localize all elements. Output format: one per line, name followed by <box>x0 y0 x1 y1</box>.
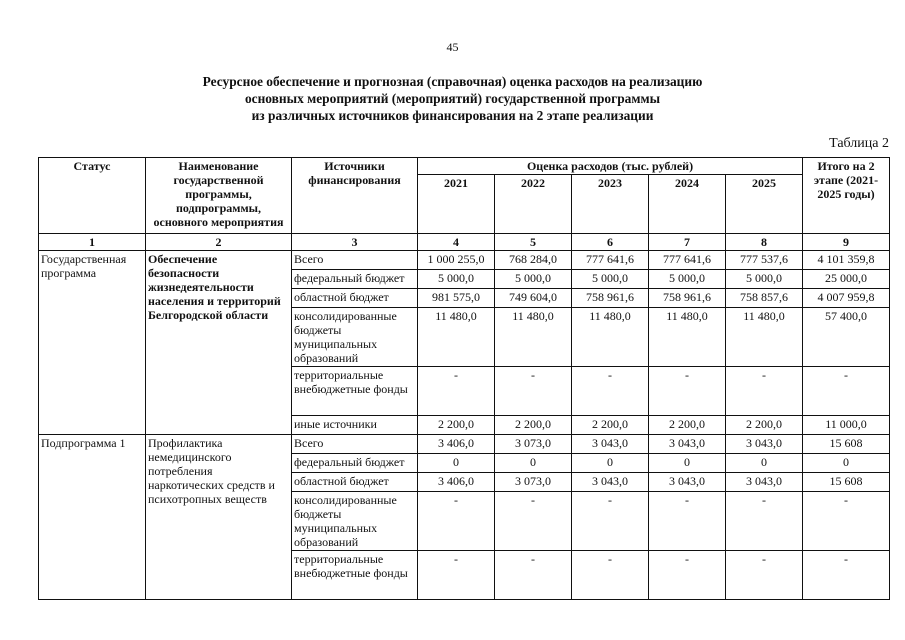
cell-value: - <box>572 367 649 416</box>
cell-value: - <box>418 367 495 416</box>
cell-value: - <box>726 551 803 600</box>
column-number: 3 <box>292 234 418 251</box>
cell-value: 5 000,0 <box>495 270 572 289</box>
row-source: областной бюджет <box>292 289 418 308</box>
header-year: 2024 <box>649 175 726 234</box>
cell-value: - <box>649 367 726 416</box>
cell-value: 758 857,6 <box>726 289 803 308</box>
cell-total: 15 608 <box>803 473 890 492</box>
cell-total: 0 <box>803 454 890 473</box>
column-number: 2 <box>146 234 292 251</box>
cell-value: 2 200,0 <box>726 416 803 435</box>
cell-value: 5 000,0 <box>726 270 803 289</box>
title-line-1: Ресурсное обеспечение и прогнозная (справочная) оценка расходов на реализацию <box>202 74 703 89</box>
cell-total: 15 608 <box>803 435 890 454</box>
row-source: федеральный бюджет <box>292 454 418 473</box>
cell-value: - <box>495 492 572 551</box>
cell-value: - <box>726 492 803 551</box>
row-source: Всего <box>292 435 418 454</box>
cell-value: 3 073,0 <box>495 435 572 454</box>
cell-value: - <box>649 551 726 600</box>
title-line-3: из различных источников финансирования на 2 этапе реализации <box>251 108 654 123</box>
cell-value: 0 <box>495 454 572 473</box>
cell-value: 3 043,0 <box>649 473 726 492</box>
cell-value: 2 200,0 <box>572 416 649 435</box>
cell-value: 777 641,6 <box>572 251 649 270</box>
cell-value: 2 200,0 <box>495 416 572 435</box>
column-number: 4 <box>418 234 495 251</box>
cell-value: - <box>495 551 572 600</box>
cell-value: 3 073,0 <box>495 473 572 492</box>
cell-value: 11 480,0 <box>726 308 803 367</box>
row-status: Подпрограмма 1 <box>39 435 146 600</box>
header-year: 2022 <box>495 175 572 234</box>
cell-value: - <box>418 492 495 551</box>
cell-value: 5 000,0 <box>649 270 726 289</box>
table-label: Таблица 2 <box>829 136 889 151</box>
cell-value: 0 <box>572 454 649 473</box>
row-source: федеральный бюджет <box>292 270 418 289</box>
header-year: 2025 <box>726 175 803 234</box>
cell-total: 4 007 959,8 <box>803 289 890 308</box>
cell-value: 5 000,0 <box>572 270 649 289</box>
cell-value: 3 043,0 <box>726 435 803 454</box>
header-status: Статус <box>39 158 146 234</box>
cell-total: - <box>803 367 890 416</box>
cell-value: 3 043,0 <box>726 473 803 492</box>
cell-value: - <box>572 492 649 551</box>
title-line-2: основных мероприятий (мероприятий) государственной программы <box>244 91 661 106</box>
header-total: Итого на 2 этапе (2021-2025 годы) <box>803 158 890 234</box>
cell-value: 981 575,0 <box>418 289 495 308</box>
cell-value: 3 043,0 <box>572 473 649 492</box>
header-sources: Источники финансирования <box>292 158 418 234</box>
header-estimate: Оценка расходов (тыс. рублей) <box>418 158 803 175</box>
cell-value: 768 284,0 <box>495 251 572 270</box>
row-program-name: Обеспечение безопасности жизнедеятельности населения и территорий Белгородской области <box>146 251 292 435</box>
header-year: 2021 <box>418 175 495 234</box>
cell-total: - <box>803 551 890 600</box>
header-name: Наименование государственной программы, подпрограммы, основного мероприятия <box>146 158 292 234</box>
row-source: консолидированные бюджеты муниципальных образований <box>292 308 418 367</box>
column-number: 5 <box>495 234 572 251</box>
column-number: 9 <box>803 234 890 251</box>
cell-value: 11 480,0 <box>495 308 572 367</box>
cell-total: 11 000,0 <box>803 416 890 435</box>
document-title <box>0 73 905 124</box>
cell-total: - <box>803 492 890 551</box>
row-source: территориальные внебюджетные фонды <box>292 367 418 416</box>
cell-value: - <box>726 367 803 416</box>
cell-value: - <box>495 367 572 416</box>
row-source: Всего <box>292 251 418 270</box>
page-number: 45 <box>446 40 459 54</box>
column-number: 7 <box>649 234 726 251</box>
cell-value: - <box>572 551 649 600</box>
cell-total: 25 000,0 <box>803 270 890 289</box>
cell-value: 3 043,0 <box>649 435 726 454</box>
column-number: 8 <box>726 234 803 251</box>
cell-value: 11 480,0 <box>572 308 649 367</box>
table-row <box>39 435 890 454</box>
cell-value: 3 043,0 <box>572 435 649 454</box>
row-status: Государственная программа <box>39 251 146 435</box>
cell-total: 4 101 359,8 <box>803 251 890 270</box>
cell-value: 5 000,0 <box>418 270 495 289</box>
row-source: территориальные внебюджетные фонды <box>292 551 418 600</box>
cell-value: 777 641,6 <box>649 251 726 270</box>
row-source: областной бюджет <box>292 473 418 492</box>
column-number: 6 <box>572 234 649 251</box>
header-year: 2023 <box>572 175 649 234</box>
cell-value: 3 406,0 <box>418 473 495 492</box>
column-number: 1 <box>39 234 146 251</box>
cell-value: 2 200,0 <box>418 416 495 435</box>
cell-value: 2 200,0 <box>649 416 726 435</box>
cell-value: 3 406,0 <box>418 435 495 454</box>
cell-value: 758 961,6 <box>649 289 726 308</box>
row-program-name: Профилактика немедицинского потребления наркотических средств и психотропных веществ <box>146 435 292 600</box>
cell-value: 777 537,6 <box>726 251 803 270</box>
cell-value: 0 <box>726 454 803 473</box>
cell-value: 11 480,0 <box>418 308 495 367</box>
table-row <box>39 251 890 270</box>
cell-value: 0 <box>418 454 495 473</box>
cell-value: - <box>418 551 495 600</box>
cell-value: 758 961,6 <box>572 289 649 308</box>
cell-value: 0 <box>649 454 726 473</box>
cell-value: - <box>649 492 726 551</box>
cell-total: 57 400,0 <box>803 308 890 367</box>
row-source: консолидированные бюджеты муниципальных образований <box>292 492 418 551</box>
cell-value: 749 604,0 <box>495 289 572 308</box>
row-source: иные источники <box>292 416 418 435</box>
budget-table <box>38 157 890 600</box>
cell-value: 11 480,0 <box>649 308 726 367</box>
cell-value: 1 000 255,0 <box>418 251 495 270</box>
